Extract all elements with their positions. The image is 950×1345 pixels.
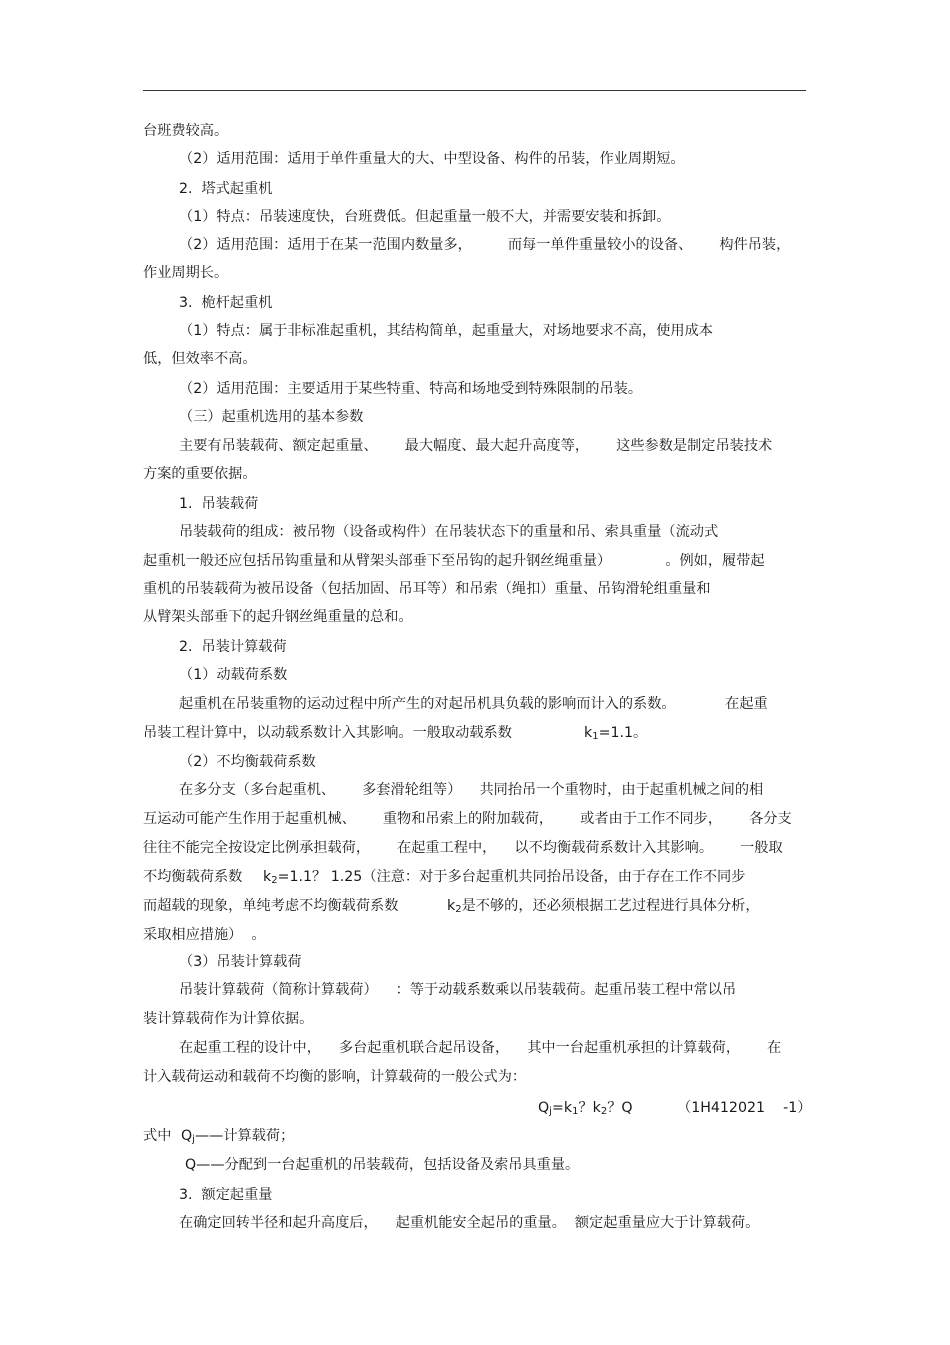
text-line: 低，但效率不高。 [143, 351, 257, 367]
text-line: 重机的吊装载荷为被吊设备（包括加固、吊耳等）和吊索（绳扣）重量、吊钩滑轮组重量和 [143, 581, 711, 597]
text-line: 从臂架头部垂下的起升钢丝绳重量的总和。 [143, 609, 413, 625]
formula: $Q_j=k_1$？$k_2$？Q [538, 1100, 633, 1117]
text-line: 而超载的现象，单纯考虑不均衡载荷系数 [143, 898, 399, 914]
section-heading: 1. 吊装载荷 [179, 496, 259, 512]
text-line: （2）适用范围：主要适用于某些特重、特高和场地受到特殊限制的吊装。 [179, 381, 643, 397]
text-line: 在确定回转半径和起升高度后， 起重机能安全起吊的重量。 额定起重量应大于计算载荷。 [179, 1215, 760, 1231]
section-heading: 2. 吊装计算载荷 [179, 639, 287, 655]
text-line: 起重机在吊装重物的运动过程中所产生的对起吊机具负载的影响而计入的系数。 在起重 [179, 696, 768, 712]
text-line: （1）特点：属于非标准起重机，其结构简单，起重量大，对场地要求不高，使用成本 [179, 323, 713, 339]
text-line: 主要有吊装载荷、额定起重量、 最大幅度、最大起升高度等， 这些参数是制定吊装技术 [179, 438, 773, 454]
text-line: 起重机一般还应包括吊钩重量和从臂架头部垂下至吊钩的起升钢丝绳重量） 。例如，履带起 [143, 553, 765, 569]
text-line: （2）适用范围：适用于在某一范围内数量多， 而每一单件重量较小的设备、 构件吊装， [179, 237, 791, 253]
text-line: 吊装载荷的组成：被吊物（设备或构件）在吊装状态下的重量和吊、索具重量（流动式 [179, 524, 719, 540]
section-heading: （3）吊装计算载荷 [179, 954, 302, 970]
text-line: 作业周期长。 [143, 265, 229, 281]
text-line: 方案的重要依据。 [143, 466, 257, 482]
text-line: 互运动可能产生作用于起重机械、 重物和吊索上的附加载荷， 或者由于工作不同步， 各分支 [143, 811, 792, 827]
text-line: （2）适用范围：适用于单件重量大的大、中型设备、构件的吊装，作业周期短。 [179, 151, 685, 167]
k2-value: $k_2=1.1$？ 1.25（注意：对于多台起重机共同抬吊设备，由于存在工作不同步 [263, 869, 746, 886]
text-line: 台班费较高。 [143, 123, 229, 139]
definition-q: Q——分配到一台起重机的吊装载荷，包括设备及索吊具重量。 [185, 1157, 580, 1173]
text-line: 在多分支（多台起重机、 多套滑轮组等） 共同抬吊一个重物时，由于起重机械之间的相 [179, 782, 764, 798]
text-line: 式中 [143, 1128, 172, 1144]
text-line: 吊装工程计算中，以动载系数计入其影响。一般取动载系数 [143, 725, 512, 741]
text-line: 装计算载荷作为计算依据。 [143, 1011, 314, 1027]
section-heading: （1）动载荷系数 [179, 667, 288, 683]
section-heading: （2）不均衡载荷系数 [179, 754, 316, 770]
text-line: 采取相应措施） 。 [143, 927, 266, 943]
definition-qj: $Q_j——$计算载荷； [181, 1128, 295, 1145]
k1-value: $k_1=1.1$。 [584, 725, 648, 742]
text-line: 在起重工程的设计中， 多台起重机联合起吊设备， 其中一台起重机承担的计算载荷， 在 [179, 1040, 782, 1056]
text-line: （1）特点：吊装速度快，台班费低。但起重量一般不大，并需要安装和拆卸。 [179, 209, 671, 225]
section-heading: （三）起重机选用的基本参数 [179, 409, 364, 425]
text-line: 往往不能完全按设定比例承担载荷， 在起重工程中， 以不均衡载荷系数计入其影响。 一般取 [143, 840, 783, 856]
text-line: 不均衡载荷系数 [143, 869, 243, 885]
formula-number: （1H412021 -1） [677, 1100, 812, 1116]
k2-inline: $k_2$是不够的，还必须根据工艺过程进行具体分析， [447, 898, 760, 915]
section-heading: 2. 塔式起重机 [179, 181, 273, 197]
text-line: 计入载荷运动和载荷不均衡的影响，计算载荷的一般公式为： [143, 1069, 527, 1085]
header-rule [143, 90, 806, 91]
text-line: 吊装计算载荷（简称计算载荷） ：等于动载系数乘以吊装载荷。起重吊装工程中常以吊 [179, 982, 737, 998]
section-heading: 3. 桅杆起重机 [179, 295, 273, 311]
section-heading: 3. 额定起重量 [179, 1187, 273, 1203]
